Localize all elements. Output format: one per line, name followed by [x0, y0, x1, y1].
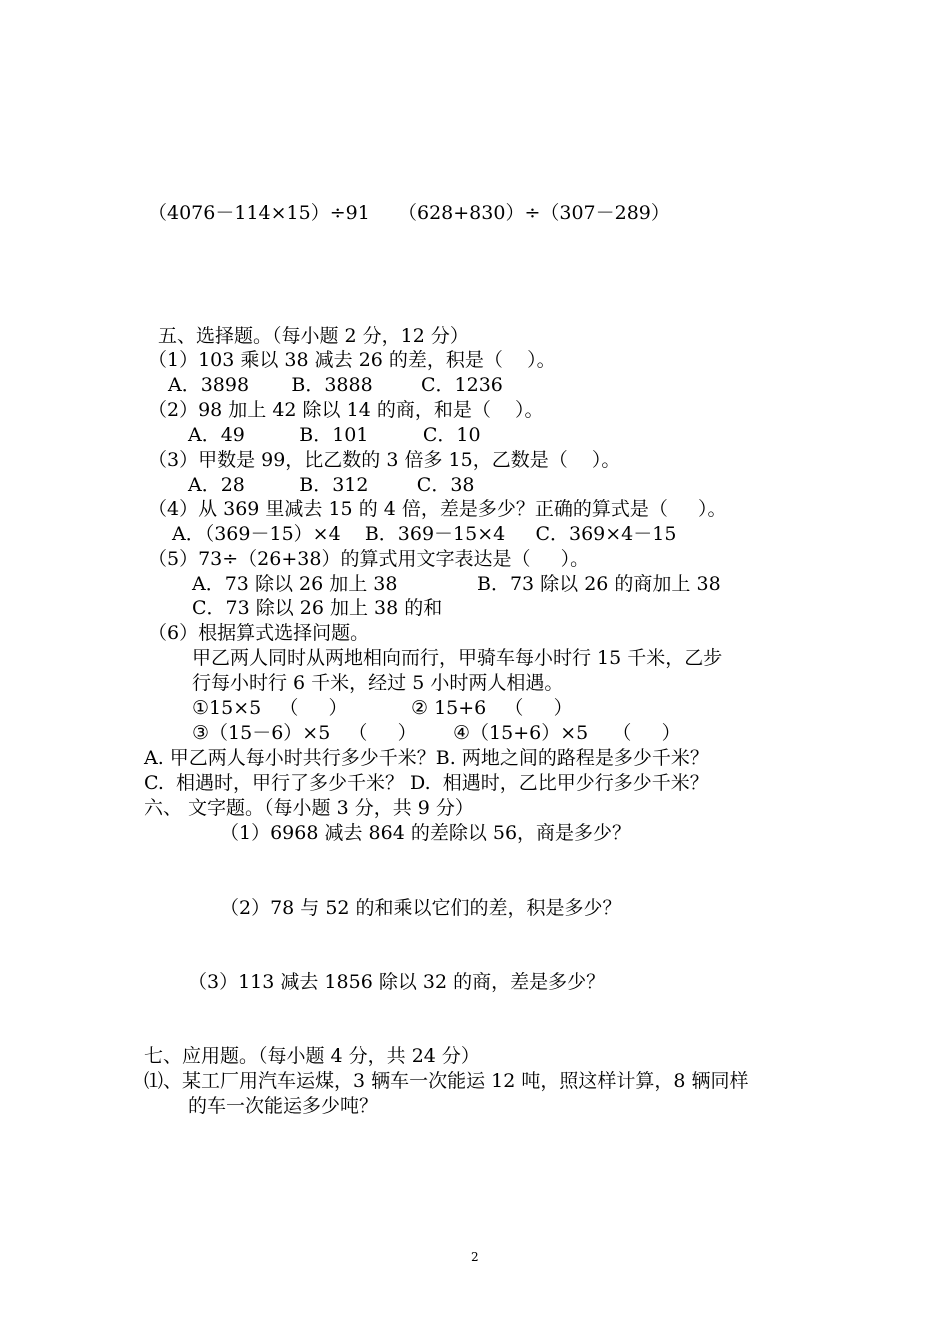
question-5-6-context-line1: 甲乙两人同时从两地相向而行，甲骑车每小时行 15 千米，乙步 — [192, 647, 723, 669]
question-5-4-options: A．（369－15）×4 B．369－15×4 C．369×4－15 — [172, 523, 677, 545]
question-5-5-option-b: B．73 除以 26 的商加上 38 — [477, 573, 721, 595]
question-5-6-choices-line1: A. 甲乙两人每小时共行多少千米？B. 两地之间的路程是多少千米？ — [144, 747, 709, 769]
question-5-1-options: A．3898 B．3888 C．1236 — [168, 374, 503, 396]
question-6-3: （3）113 减去 1856 除以 32 的商，差是多少？ — [188, 971, 606, 993]
question-7-1-line1: ⑴、某工厂用汽车运煤，3 辆车一次能运 12 吨，照这样计算，8 辆同样 — [144, 1070, 749, 1092]
question-5-3-stem: （3）甲数是 99，比乙数的 3 倍多 15，乙数是（ ）。 — [148, 449, 621, 471]
section7-heading: 七、应用题。（每小题 4 分，共 24 分） — [144, 1045, 480, 1067]
question-5-6-choices-line2: C. 相遇时，甲行了多少千米？ D. 相遇时，乙比甲少行多少千米？ — [144, 772, 709, 794]
question-5-1-stem: （1）103 乘以 38 减去 26 的差，积是（ ）。 — [148, 349, 556, 371]
question-6-2: （2）78 与 52 的和乘以它们的差，积是多少？ — [220, 897, 622, 919]
question-5-5-stem: （5）73÷（26+38）的算式用文字表达是（ ）。 — [148, 548, 590, 570]
question-5-6-expr-1: ①15×5 （ ） — [192, 697, 348, 719]
question-5-6-expr-2: ② 15+6 （ ） — [411, 697, 573, 719]
question-5-5-option-c: C．73 除以 26 加上 38 的和 — [192, 597, 443, 619]
question-5-6-expr-4: ④（15+6）×5 （ ） — [453, 722, 681, 744]
question-6-1: （1）6968 减去 864 的差除以 56，商是多少？ — [220, 822, 632, 844]
question-5-4-stem: （4）从 369 里减去 15 的 4 倍，差是多少？正确的算式是（ ）。 — [148, 498, 727, 520]
expression-left: （4076－114×15）÷91 — [148, 202, 370, 224]
question-5-5-option-a: A．73 除以 26 加上 38 — [192, 573, 398, 595]
question-5-2-options: A．49 B．101 C．10 — [188, 424, 481, 446]
expression-right: （628+830）÷（307－289） — [398, 202, 670, 224]
question-5-6-context-line2: 行每小时行 6 千米，经过 5 小时两人相遇。 — [192, 672, 564, 694]
question-5-2-stem: （2）98 加上 42 除以 14 的商，和是（ ）。 — [148, 399, 544, 421]
question-5-6-stem: （6）根据算式选择问题。 — [148, 622, 370, 644]
question-5-3-options: A．28 B．312 C．38 — [188, 474, 475, 496]
section6-heading: 六、 文字题。（每小题 3 分，共 9 分） — [144, 797, 474, 819]
question-7-1-line2: 的车一次能运多少吨？ — [188, 1095, 379, 1117]
section5-heading: 五、选择题。（每小题 2 分，12 分） — [158, 325, 469, 347]
question-5-6-expr-3: ③（15－6）×5 （ ） — [192, 722, 417, 744]
page-number: 2 — [471, 1250, 479, 1264]
